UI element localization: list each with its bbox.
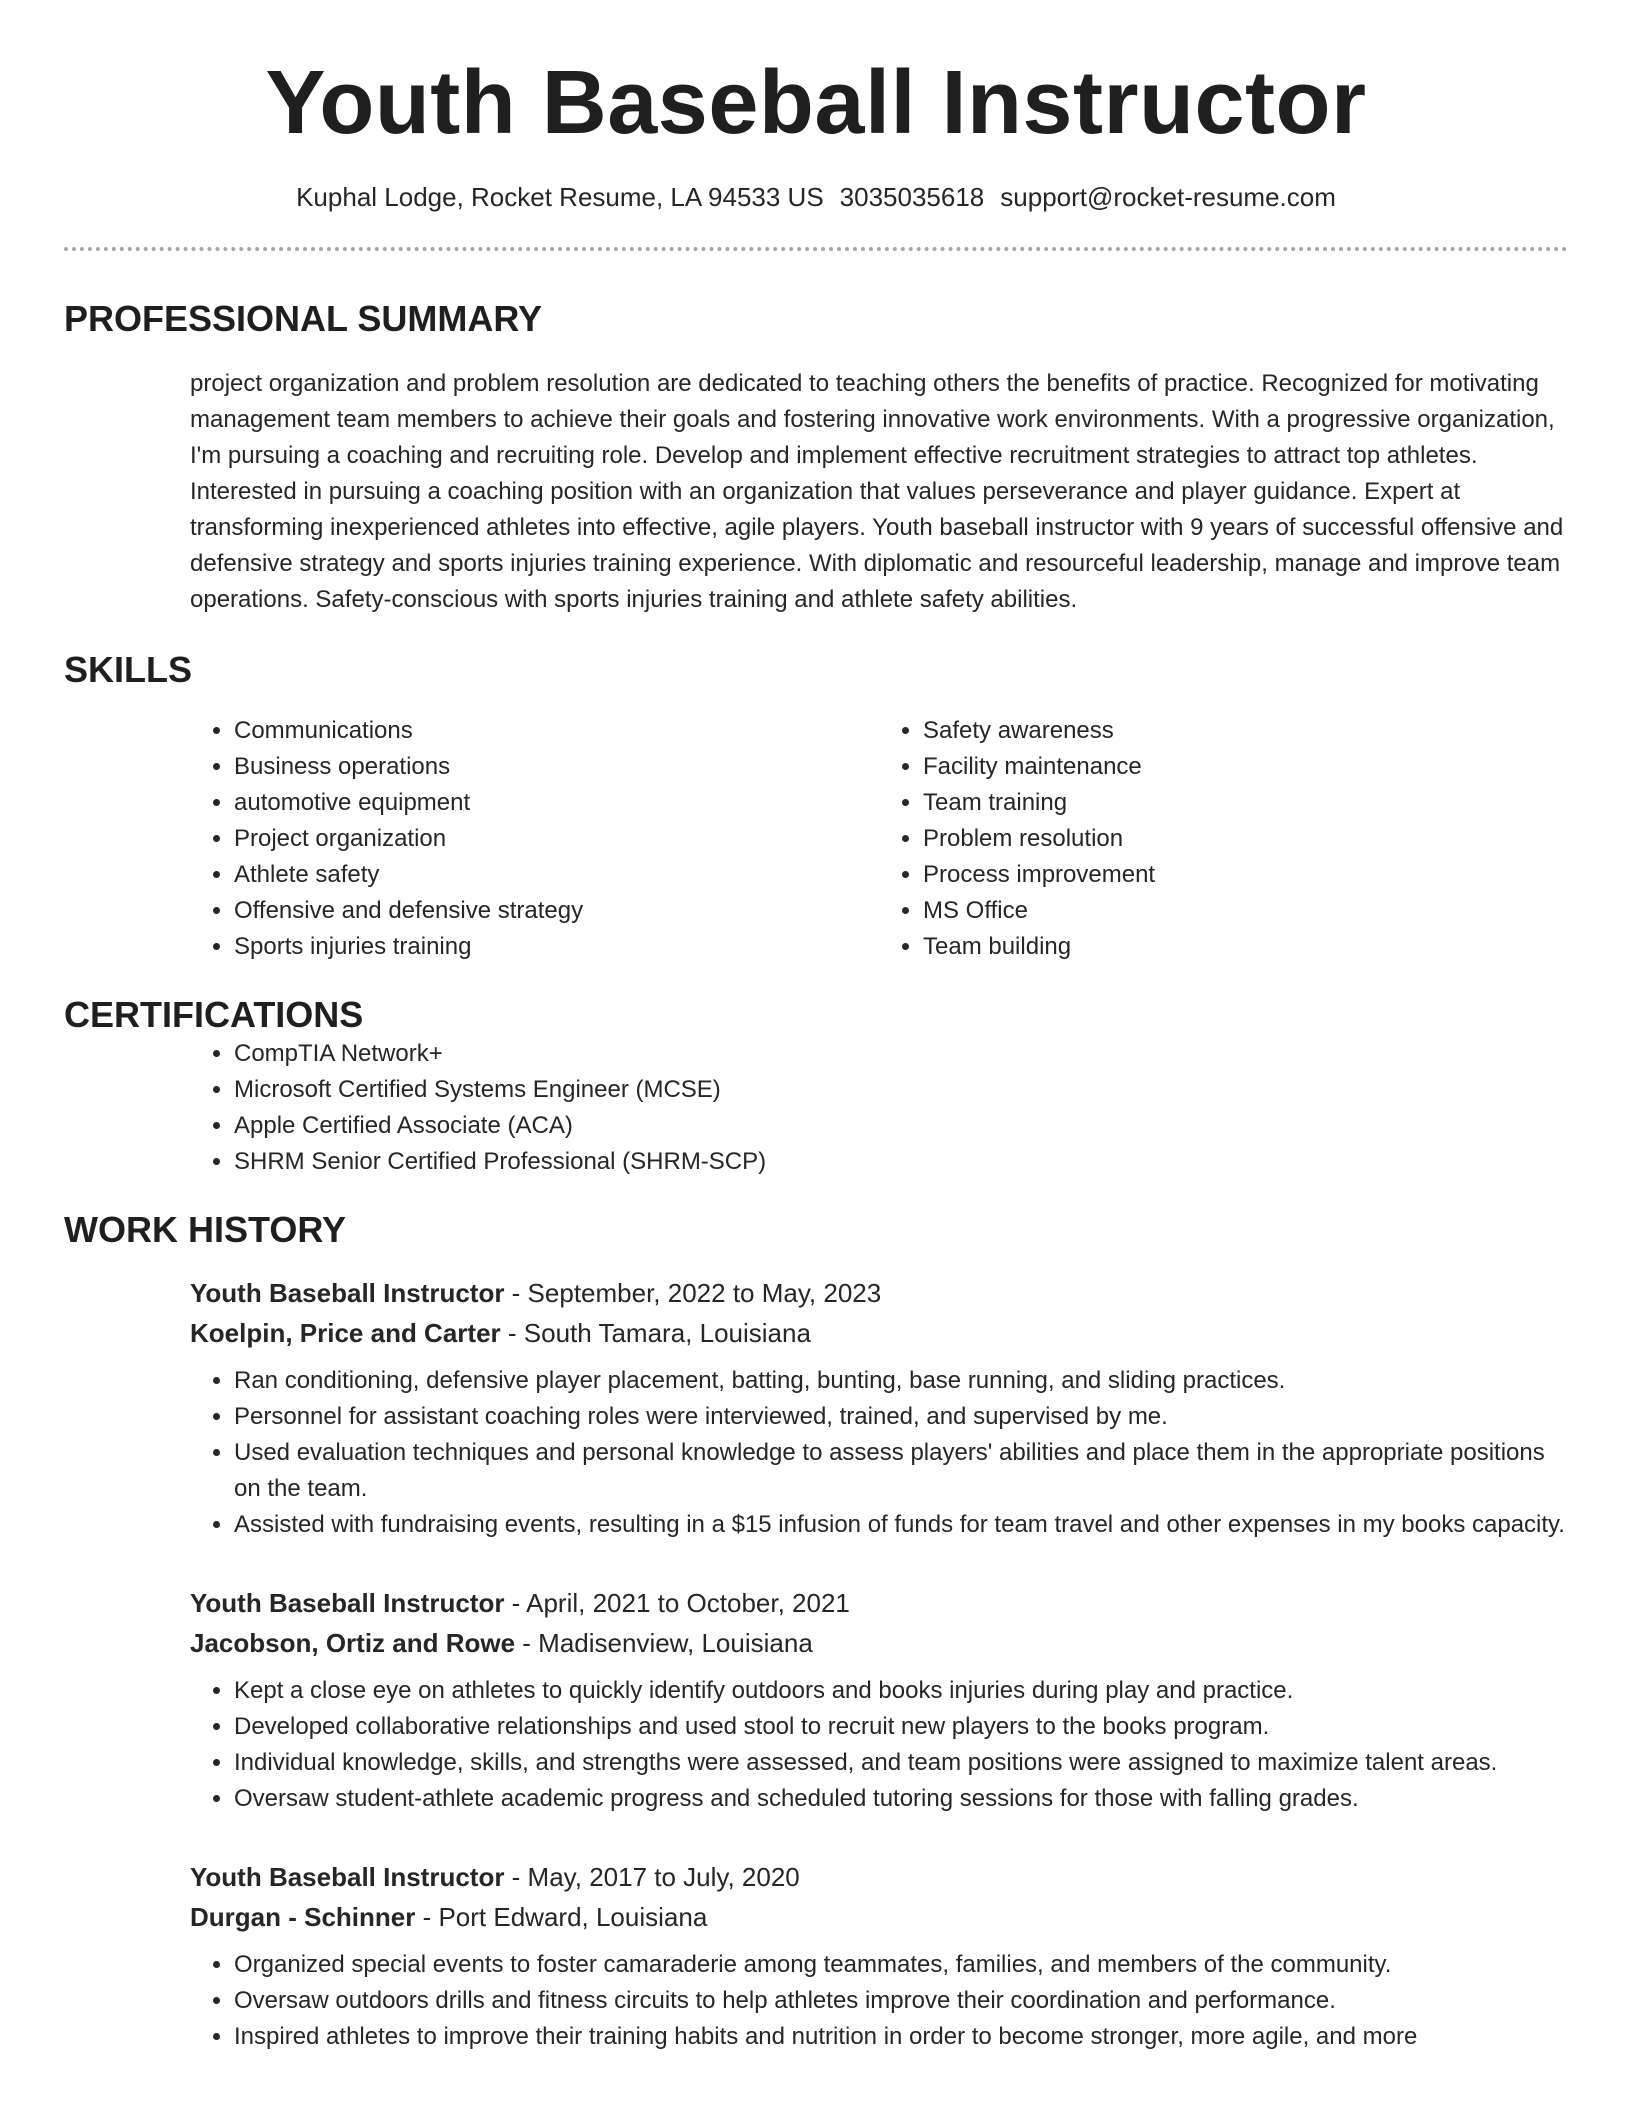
- job-title-line: [190, 1583, 1568, 1623]
- contact-phone: 3035035618: [839, 181, 985, 212]
- job-company-line: [190, 1897, 1568, 1937]
- skill-item: • Facility maintenance: [923, 749, 1568, 785]
- resume-header: [0, 0, 1632, 213]
- contact-line: [0, 182, 1632, 213]
- job-dates: - April, 2021 to October, 2021: [504, 1588, 850, 1619]
- skill-item: • automotive equipment: [234, 785, 879, 821]
- skills-heading: SKILLS: [64, 648, 193, 690]
- contact-address: Kuphal Lodge, Rocket Resume, LA 94533 US: [296, 181, 824, 212]
- skill-item: • Problem resolution: [923, 821, 1568, 857]
- job-location: - Madisenview, Louisiana: [515, 1628, 813, 1659]
- skill-item: • Project organization: [234, 821, 879, 857]
- work-history-section: [0, 1208, 1632, 2055]
- skill-item: • Team building: [923, 929, 1568, 965]
- work-history-heading: WORK HISTORY: [64, 1209, 347, 1251]
- job-location: - Port Edward, Louisiana: [415, 1902, 708, 1933]
- skill-item: • MS Office: [923, 893, 1568, 929]
- job-duties-list: [190, 1947, 1568, 2055]
- skills-list-right: [879, 713, 1568, 965]
- job-entry: [190, 1857, 1568, 2055]
- certifications-section: [0, 993, 1632, 1180]
- job-entry: [190, 1583, 1568, 1817]
- certification-item: • Microsoft Certified Systems Engineer (MCSE): [234, 1072, 1568, 1108]
- skill-item: • Safety awareness: [923, 713, 1568, 749]
- job-duty-item: • Used evaluation techniques and personal knowledge to assess players' abilities and place them in the appropriate positions on the team.: [234, 1435, 1568, 1507]
- skill-item: • Team training: [923, 785, 1568, 821]
- job-company-line: [190, 1313, 1568, 1353]
- job-duty-item: • Organized special events to foster camaraderie among teammates, families, and members of the community.: [234, 1947, 1568, 1983]
- job-duty-item: • Developed collaborative relationships and used stool to recruit new players to the books program.: [234, 1709, 1568, 1745]
- job-company: Koelpin, Price and Carter: [190, 1318, 501, 1349]
- job-duty-item: • Oversaw student-athlete academic progress and scheduled tutoring sessions for those with falling grades.: [234, 1781, 1568, 1817]
- summary-section: [0, 297, 1632, 618]
- job-duty-item: • Individual knowledge, skills, and strengths were assessed, and team positions were assigned to maximize talent areas.: [234, 1745, 1568, 1781]
- certifications-list: [190, 1036, 1568, 1180]
- job-duty-item: • Kept a close eye on athletes to quickly identify outdoors and books injuries during play and practice.: [234, 1673, 1568, 1709]
- job-title-line: [190, 1273, 1568, 1313]
- skill-item: • Athlete safety: [234, 857, 879, 893]
- job-dates: - May, 2017 to July, 2020: [504, 1862, 800, 1893]
- job-duty-item: • Oversaw outdoors drills and fitness circuits to help athletes improve their coordination and performance.: [234, 1983, 1568, 2019]
- summary-heading: PROFESSIONAL SUMMARY: [64, 297, 543, 339]
- job-company: Durgan - Schinner: [190, 1902, 416, 1933]
- job-company-line: [190, 1623, 1568, 1663]
- candidate-name: Youth Baseball Instructor: [265, 53, 1367, 153]
- skill-item: • Business operations: [234, 749, 879, 785]
- jobs-container: [190, 1273, 1568, 2055]
- skills-list-left: [190, 713, 879, 965]
- skill-item: • Communications: [234, 713, 879, 749]
- skill-item: • Sports injuries training: [234, 929, 879, 965]
- job-company: Jacobson, Ortiz and Rowe: [190, 1628, 516, 1659]
- certification-item: • Apple Certified Associate (ACA): [234, 1108, 1568, 1144]
- job-dates: - September, 2022 to May, 2023: [504, 1278, 882, 1309]
- header-divider: [64, 247, 1568, 251]
- certification-item: • SHRM Senior Certified Professional (SHRM-SCP): [234, 1144, 1568, 1180]
- job-duty-item: • Inspired athletes to improve their training habits and nutrition in order to become stronger, more agile, and more: [234, 2019, 1568, 2055]
- job-title-line: [190, 1857, 1568, 1897]
- job-role: Youth Baseball Instructor: [190, 1278, 505, 1309]
- certifications-heading: CERTIFICATIONS: [64, 993, 364, 1035]
- skill-item: • Offensive and defensive strategy: [234, 893, 879, 929]
- job-duties-list: [190, 1673, 1568, 1817]
- job-role: Youth Baseball Instructor: [190, 1588, 505, 1619]
- job-entry: [190, 1273, 1568, 1543]
- skill-item: • Process improvement: [923, 857, 1568, 893]
- job-role: Youth Baseball Instructor: [190, 1862, 505, 1893]
- contact-email: support@rocket-resume.com: [1000, 181, 1336, 212]
- job-duty-item: • Personnel for assistant coaching roles were interviewed, trained, and supervised by me.: [234, 1399, 1568, 1435]
- job-duty-item: • Ran conditioning, defensive player placement, batting, bunting, base running, and sliding practices.: [234, 1363, 1568, 1399]
- certification-item: • CompTIA Network+: [234, 1036, 1568, 1072]
- job-location: - South Tamara, Louisiana: [500, 1318, 811, 1349]
- skills-section: [0, 648, 1632, 965]
- job-duty-item: • Assisted with fundraising events, resulting in a $15 infusion of funds for team travel and other expenses in my books capacity.: [234, 1507, 1568, 1543]
- summary-text: project organization and problem resolution are dedicated to teaching others the benefits of practice. Recognized for motivating management team members to achieve their goals and fostering innovative work environments. With a progressive organization, I'm pursuing a coaching and recruiting role. Develop and implement effective recruitment strategies to attract top athletes. Interested in pursuing a coaching position with an organization that values perseverance and player guidance. Expert at transforming inexperienced athletes into effective, agile players. Youth baseball instructor with 9 years of successful offensive and defensive strategy and sports injuries training experience. With diplomatic and resourceful leadership, manage and improve team operations. Safety-conscious with sports injuries training and athlete safety abilities.: [190, 369, 1564, 613]
- job-duties-list: [190, 1363, 1568, 1543]
